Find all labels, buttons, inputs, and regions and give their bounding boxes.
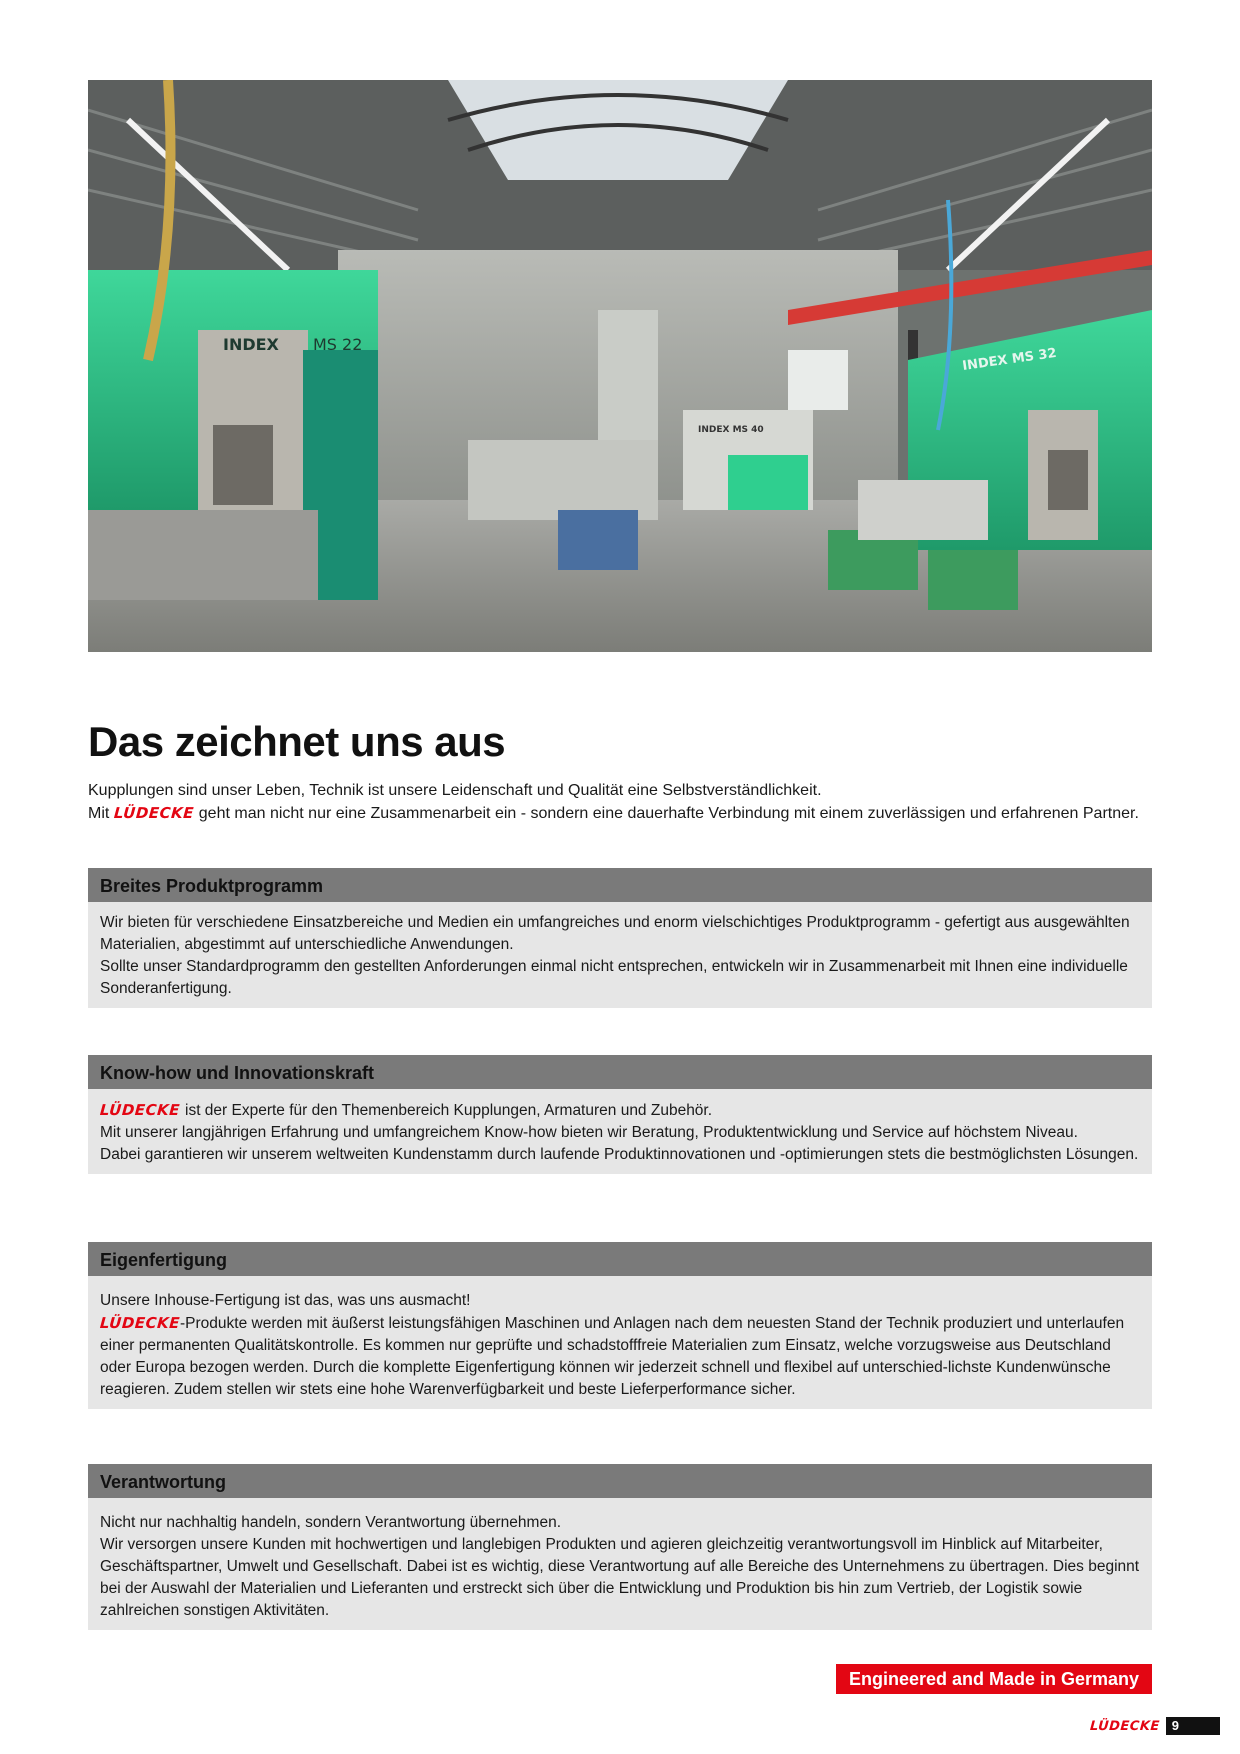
brand-logo: LÜDECKE xyxy=(99,1101,181,1119)
intro-suffix: geht man nicht nur eine Zusammenarbeit ein - sondern eine dauerhafte Verbindung mit einem zuverlässigen und erfahrenen Partner. xyxy=(198,805,1139,822)
section-paragraph xyxy=(100,1099,1140,1122)
section-eigenfertigung xyxy=(88,1242,1152,1409)
section-paragraph: Unsere Inhouse-Fertigung ist das, was uns ausmacht! xyxy=(100,1292,471,1309)
intro-text xyxy=(88,780,1158,825)
section-verantwortung xyxy=(88,1464,1152,1630)
brand-logo: LÜDECKE xyxy=(113,804,195,822)
section-paragraph: Dabei garantieren wir unserem weltweiten Kundenstamm durch laufende Produktinnovationen und -optimierungen stets die bestmöglichsten Lösungen. xyxy=(100,1146,1139,1163)
factory-hall-image xyxy=(88,80,1152,652)
section-text: ist der Experte für den Themenbereich Kupplungen, Armaturen und Zubehör. xyxy=(185,1102,713,1119)
footer-brand-logo: LÜDECKE xyxy=(1089,1718,1161,1734)
page-title: Das zeichnet uns aus xyxy=(88,718,506,765)
section-text: -Produkte werden mit äußerst leistungsfähigen Maschinen und Anlagen nach dem neuesten Stand der Technik produziert und unterlaufen einer permanenten Qualitätskontrolle. Es kommen nur geprüfte und schadstofffreie Materialien zum Einsatz, welche vorzugsweise aus Deutschland oder Europa bezogen werden. Durch die komplette Eigenfertigung können wir jederzeit schnell und flexibel auf unterschied-lichste Kundenwünsche reagieren. Zudem stellen wir stets eine hohe Warenverfügbarkeit und beste Lieferperformance sicher. xyxy=(100,1315,1125,1398)
section-heading: Eigenfertigung xyxy=(88,1242,1152,1276)
section-heading: Know-how und Innovationskraft xyxy=(88,1055,1152,1089)
tagline-banner: Engineered and Made in Germany xyxy=(836,1664,1152,1694)
machine-label-ms40: INDEX MS 40 xyxy=(698,425,764,435)
section-paragraph: Wir bieten für verschiedene Einsatzbereiche und Medien ein umfangreiches und enorm vielschichtiges Produktprogramm - gefertigt aus ausgewählten Materialien, abgestimmt auf unterschiedliche Anwendungen. xyxy=(100,914,1130,953)
section-heading: Verantwortung xyxy=(88,1464,1152,1498)
page-footer xyxy=(1090,1716,1220,1736)
factory-photo xyxy=(88,80,1152,652)
section-paragraph: Sollte unser Standardprogramm den gestellten Anforderungen einmal nicht entsprechen, entwickeln wir in Zusammenarbeit mit Ihnen eine individuelle Sonderanfertigung. xyxy=(100,958,1128,997)
section-know-how xyxy=(88,1055,1152,1174)
machine-label-ms32: INDEX MS 32 xyxy=(961,345,1058,374)
section-paragraph: Nicht nur nachhaltig handeln, sondern Verantwortung übernehmen. xyxy=(100,1514,562,1531)
section-paragraph: Mit unserer langjährigen Erfahrung und umfangreichem Know-how bieten wir Beratung, Produktentwicklung und Service auf höchstem Niveau. xyxy=(100,1124,1078,1141)
intro-prefix: Mit xyxy=(88,805,110,822)
intro-line-2 xyxy=(88,802,1158,825)
intro-line-1: Kupplungen sind unser Leben, Technik ist unsere Leidenschaft und Qualität eine Selbstverständlichkeit. xyxy=(88,782,822,799)
section-heading: Breites Produktprogramm xyxy=(88,868,1152,902)
section-body xyxy=(88,1498,1152,1630)
machine-label-ms22: MS 22 xyxy=(313,335,363,354)
section-body xyxy=(88,1276,1152,1409)
machine-label-index: INDEX xyxy=(223,335,279,354)
page-number: 9 xyxy=(1166,1717,1220,1735)
brand-logo: LÜDECKE xyxy=(99,1314,181,1332)
section-body xyxy=(88,1089,1152,1174)
section-paragraph: Wir versorgen unsere Kunden mit hochwertigen und langlebigen Produkten und agieren gleichzeitig verantwortungsvoll im Hinblick auf Mitarbeiter, Geschäftspartner, Umwelt und Gesellschaft. Dabei ist es wichtig, diese Verantwortung auf alle Bereiche des Unternehmens zu übertragen. Dies beginnt bei der Auswahl der Materialien und Lieferanten und erstreckt sich über die Entwicklung und Produktion bis hin zum Vertrieb, der Logistik sowie zahlreichen sonstigen Aktivitäten. xyxy=(100,1536,1140,1619)
section-paragraph xyxy=(100,1312,1140,1401)
section-produktprogramm xyxy=(88,868,1152,1008)
section-body xyxy=(88,902,1152,1008)
